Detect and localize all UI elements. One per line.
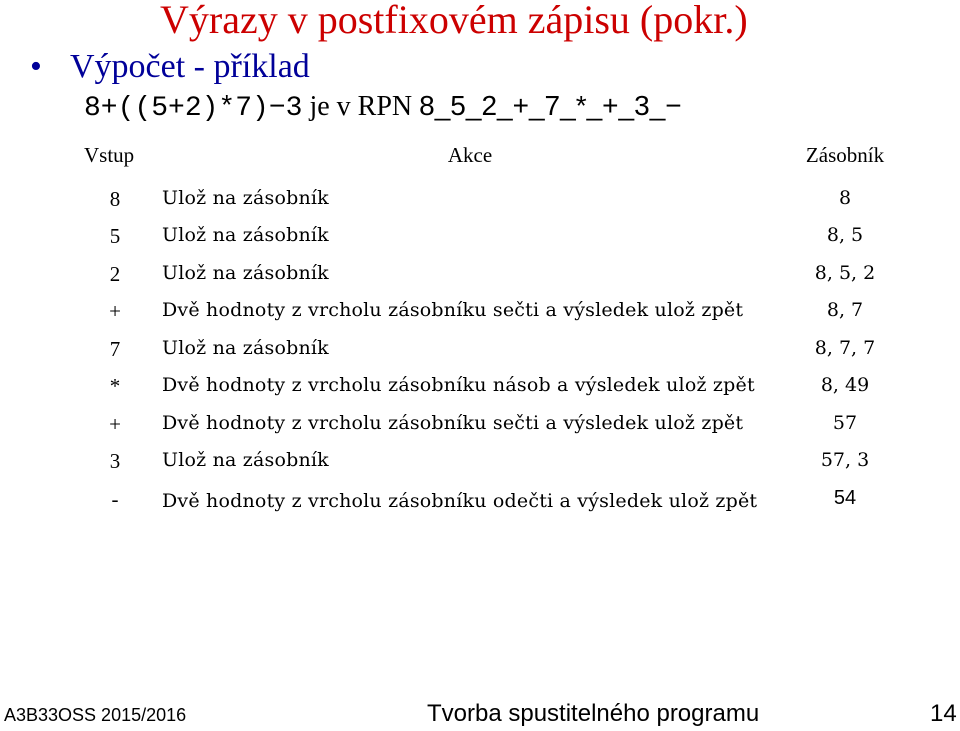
- expression-connector: je v RPN: [302, 91, 420, 122]
- cell-stack: 8, 5: [826, 224, 864, 246]
- header-input: Vstup: [84, 143, 135, 167]
- rpn-separator: _: [497, 90, 513, 121]
- table-row: [0, 374, 960, 404]
- rpn-token: 7: [544, 90, 561, 121]
- bullet-item: [30, 48, 310, 86]
- rpn-separator: _: [434, 90, 451, 121]
- header-action: Akce: [447, 143, 493, 167]
- cell-stack: 57, 3: [820, 449, 870, 471]
- rpn-token: 8: [419, 90, 435, 121]
- footer-course: A3B33OSS 2015/2016: [4, 705, 187, 725]
- rpn-token: 2: [481, 90, 498, 121]
- header-stack: Zásobník: [805, 143, 885, 167]
- table-header: [0, 143, 960, 173]
- cell-action: Dvě hodnoty z vrcholu zásobníku sečti a výsledek ulož zpět: [162, 412, 744, 434]
- table-row: [0, 337, 960, 367]
- cell-stack: 57: [832, 412, 858, 434]
- rpn-expression: [419, 91, 682, 122]
- rpn-token: 5: [450, 90, 466, 121]
- cell-input: *: [109, 374, 121, 398]
- cell-stack: 8, 7, 7: [814, 337, 876, 359]
- cell-action: Ulož na zásobník: [162, 262, 329, 284]
- footer-topic: Tvorba spustitelného programu: [427, 700, 760, 727]
- cell-stack: 8, 49: [820, 374, 870, 396]
- rpn-separator: _: [465, 90, 482, 121]
- cell-action: Ulož na zásobník: [162, 187, 329, 209]
- page-number: 14: [930, 700, 957, 727]
- rpn-separator: _: [560, 90, 576, 121]
- rpn-separator: _: [618, 90, 635, 121]
- rpn-separator: _: [586, 90, 603, 121]
- rpn-token: *: [575, 90, 587, 121]
- rpn-token: +: [512, 90, 529, 121]
- cell-stack: 8, 7: [826, 299, 864, 321]
- rpn-token: +: [602, 90, 619, 121]
- cell-stack: 54: [833, 487, 857, 509]
- table-row: [0, 262, 960, 292]
- rpn-token: 3: [634, 90, 650, 121]
- cell-input: +: [109, 299, 121, 323]
- cell-action: Dvě hodnoty z vrcholu zásobníku sečti a výsledek ulož zpět: [162, 299, 744, 321]
- table-row: [0, 487, 960, 517]
- cell-input: -: [111, 487, 119, 511]
- table-row: [0, 187, 960, 217]
- cell-action: Ulož na zásobník: [162, 449, 329, 471]
- cell-input: 7: [109, 337, 121, 361]
- table-row: [0, 449, 960, 479]
- cell-input: +: [109, 412, 121, 436]
- slide-title: Výrazy v postfixovém zápisu (pokr.): [160, 0, 748, 42]
- bullet-text: Výpočet - příklad: [70, 48, 310, 85]
- table-row: [0, 224, 960, 254]
- rpn-token: −: [665, 90, 682, 121]
- cell-action: Ulož na zásobník: [162, 337, 329, 359]
- table-row: [0, 299, 960, 329]
- expression-line: [84, 90, 682, 124]
- rpn-separator: _: [649, 90, 666, 121]
- table-row: [0, 412, 960, 442]
- cell-action: Ulož na zásobník: [162, 224, 329, 246]
- cell-action: Dvě hodnoty z vrcholu zásobníku odečti a výsledek ulož zpět: [162, 490, 758, 512]
- cell-action: Dvě hodnoty z vrcholu zásobníku násob a výsledek ulož zpět: [162, 374, 755, 396]
- cell-stack: 8: [838, 187, 852, 209]
- cell-input: 8: [109, 187, 121, 211]
- cell-stack: 8, 5, 2: [814, 262, 876, 284]
- rpn-separator: _: [528, 90, 545, 121]
- cell-input: 5: [109, 224, 121, 248]
- bullet-dot-icon: •: [30, 48, 42, 85]
- cell-input: 2: [109, 262, 121, 286]
- cell-input: 3: [109, 449, 121, 473]
- infix-expression: 8+((5+2)*7)−3: [84, 93, 303, 124]
